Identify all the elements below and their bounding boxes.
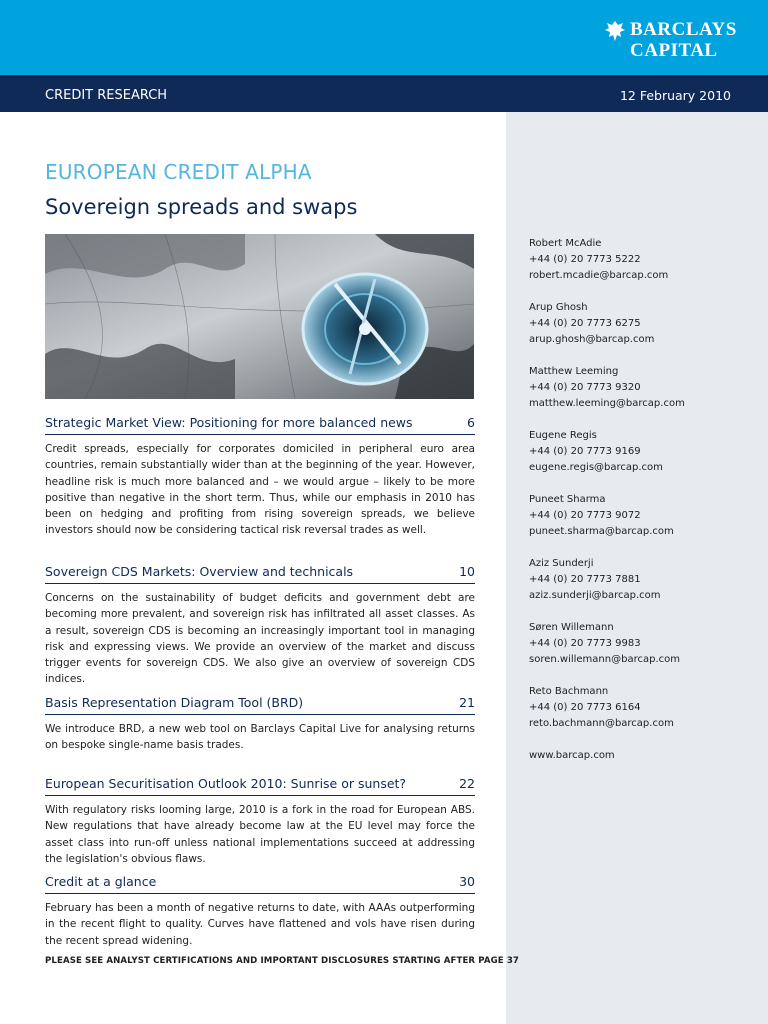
contact-email[interactable]: reto.bachmann@barcap.com [529, 718, 674, 729]
contact-email[interactable]: robert.mcadie@barcap.com [529, 270, 669, 281]
section-label: CREDIT RESEARCH [45, 88, 168, 103]
contact-name: Aziz Sunderji [529, 558, 594, 569]
section-body: Credit spreads, especially for corporates domiciled in peripheral euro area countries, remain substantially wider than at the beginning of the year. However, headline risk is much more balanced and – we would argue – likely to be more positive than negative in the short term. Thus, while our emphasis in 2010 has been on hedging and profiting from rising sovereign spreads, we believe investors should now be considering tactical risk reversal trades as well. [45, 443, 475, 537]
section-body: With regulatory risks looming large, 2010 is a fork in the road for European ABS. New regulations that have already become law at the EU level may force the asset class into run-off unless national implementations succeed at addressing the legislation's obvious flaws. [45, 804, 475, 865]
contact-name: Reto Bachmann [529, 686, 609, 697]
analyst-contacts [529, 236, 759, 780]
section-title[interactable]: Basis Representation Diagram Tool (BRD) [45, 695, 304, 710]
section-sovereign-cds [45, 564, 475, 688]
section-credit-at-a-glance [45, 874, 475, 949]
contact-phone: +44 (0) 20 7773 7881 [529, 574, 641, 585]
section-title[interactable]: European Securitisation Outlook 2010: Sunrise or sunset? [45, 776, 407, 791]
contact-card [529, 620, 759, 668]
contact-phone: +44 (0) 20 7773 5222 [529, 254, 641, 265]
section-page-number: 21 [459, 695, 475, 710]
section-page-number: 30 [459, 874, 475, 889]
section-brd-tool [45, 695, 475, 754]
report-title: Sovereign spreads and swaps [45, 195, 358, 219]
hero-image [45, 234, 474, 399]
series-title: EUROPEAN CREDIT ALPHA [45, 160, 312, 184]
section-body: We introduce BRD, a new web tool on Barclays Capital Live for analysing returns on bespoke single-name basis trades. [45, 723, 475, 752]
section-header[interactable] [45, 874, 475, 894]
nav-band [0, 75, 768, 112]
section-page-number: 6 [467, 415, 475, 430]
contact-email[interactable]: puneet.sharma@barcap.com [529, 526, 674, 537]
contact-phone: +44 (0) 20 7773 9072 [529, 510, 641, 521]
contact-card [529, 556, 759, 604]
section-title[interactable]: Strategic Market View: Positioning for more balanced news [45, 415, 413, 430]
section-title[interactable]: Sovereign CDS Markets: Overview and technicals [45, 564, 354, 579]
brand-name-line1: BARCLAYS [630, 19, 737, 40]
contact-name: Matthew Leeming [529, 366, 619, 377]
section-securitisation-outlook [45, 776, 475, 867]
section-title[interactable]: Credit at a glance [45, 874, 157, 889]
brand-name-line2: CAPITAL [630, 40, 718, 61]
report-date: 12 February 2010 [619, 88, 731, 103]
contact-card [529, 364, 759, 412]
eagle-icon [604, 20, 626, 42]
contact-phone: +44 (0) 20 7773 6164 [529, 702, 641, 713]
contact-email[interactable]: soren.willemann@barcap.com [529, 654, 680, 665]
contact-card [529, 492, 759, 540]
contact-phone: +44 (0) 20 7773 6275 [529, 318, 641, 329]
section-strategic-market-view [45, 415, 475, 539]
contact-name: Puneet Sharma [529, 494, 606, 505]
section-page-number: 10 [459, 564, 475, 579]
barclays-capital-logo [604, 18, 737, 62]
contact-email[interactable]: arup.ghosh@barcap.com [529, 334, 655, 345]
contact-name: Robert McAdie [529, 238, 602, 249]
contact-card [529, 684, 759, 732]
contact-phone: +44 (0) 20 7773 9169 [529, 446, 641, 457]
contact-card [529, 300, 759, 348]
section-body: Concerns on the sustainability of budget deficits and government debt are becoming more prevalent, and sovereign risk has infiltrated all asset classes. As a result, sovereign CDS is becoming an increasingly important tool in managing risk and expressing views. We provide an overview of the market and discuss trigger events for sovereign CDS. We also give an overview of sovereign CDS indices. [45, 592, 475, 686]
website-link[interactable]: www.barcap.com [529, 750, 615, 761]
contact-card [529, 236, 759, 284]
contact-card [529, 428, 759, 476]
contact-name: Søren Willemann [529, 622, 614, 633]
contact-phone: +44 (0) 20 7773 9983 [529, 638, 641, 649]
contact-email[interactable]: eugene.regis@barcap.com [529, 462, 663, 473]
disclosure-notice: PLEASE SEE ANALYST CERTIFICATIONS AND IMPORTANT DISCLOSURES STARTING AFTER PAGE 37 [45, 956, 519, 966]
contact-name: Eugene Regis [529, 430, 597, 441]
contact-email[interactable]: matthew.leeming@barcap.com [529, 398, 685, 409]
contact-phone: +44 (0) 20 7773 9320 [529, 382, 641, 393]
section-header[interactable] [45, 564, 475, 584]
section-header[interactable] [45, 776, 475, 796]
section-page-number: 22 [459, 776, 475, 791]
section-body: February has been a month of negative returns to date, with AAAs outperforming in the recent flight to quality. Curves have flattened and vols have risen during the recent spread widening. [45, 902, 475, 947]
section-header[interactable] [45, 415, 475, 435]
contact-name: Arup Ghosh [529, 302, 588, 313]
contact-email[interactable]: aziz.sunderji@barcap.com [529, 590, 661, 601]
section-header[interactable] [45, 695, 475, 715]
